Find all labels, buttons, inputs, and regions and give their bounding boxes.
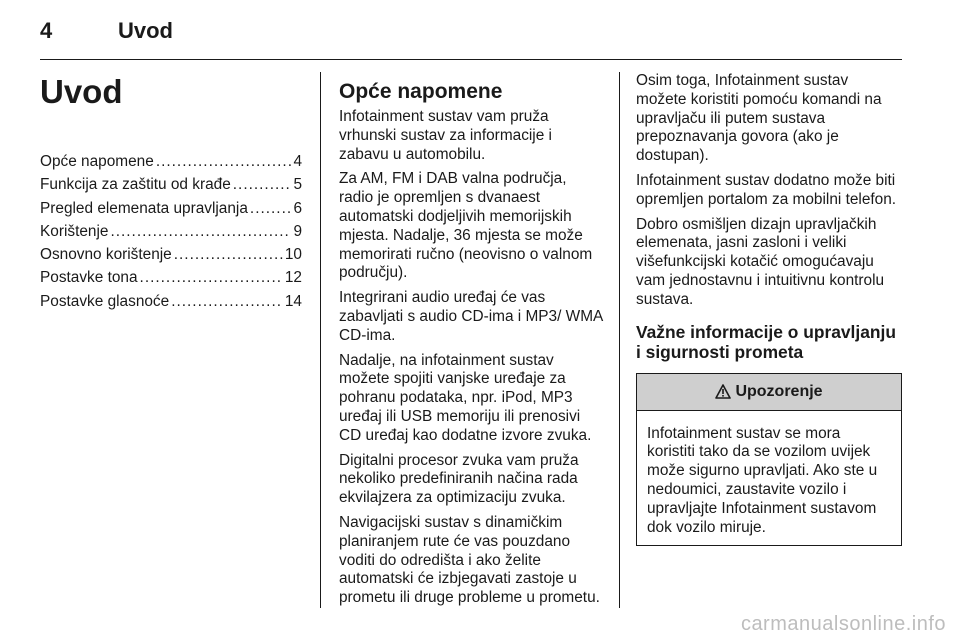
toc-entry-title: Osnovno korištenje [40, 246, 172, 264]
toc-entry-title: Korištenje [40, 222, 109, 240]
body-paragraph: Za AM, FM i DAB valna područja, radio je opremljen s dvanaest automatski dodjeljivih memorijskih mjesta. Nadalje, 36 mjesta se može memorirati ručno (neovisno o valnom području). [339, 170, 593, 282]
left-column [40, 72, 302, 313]
subsection-heading: Važne informacije o upravljanju i sigurnosti prometa [636, 321, 896, 363]
toc-entry-page: 10 [284, 246, 302, 264]
toc-entry-title: Postavke glasnoće [40, 292, 170, 310]
toc-entry[interactable] [40, 266, 302, 289]
chapter-title: Uvod [40, 73, 123, 110]
toc-entry[interactable] [40, 290, 302, 313]
toc-entry[interactable] [40, 220, 302, 243]
warning-header [637, 374, 901, 411]
toc-leader [233, 173, 292, 196]
toc-entry-page: 6 [293, 199, 302, 217]
body-paragraph: Infotainment sustav vam pruža vrhunski sustav za informacije i zabavu u automobilu. [339, 108, 552, 163]
toc-entry[interactable] [40, 243, 302, 266]
toc-leader [171, 290, 283, 313]
warning-text: Infotainment sustav se mora koristiti tako da se vozilom uvijek može sigurno upravljati. Ako ste u nedoumici, zaustavite vozilo i upravljajte Infotainment sustavom dok vozilo miruje. [647, 424, 878, 536]
toc-entry-page: 14 [284, 292, 302, 310]
toc-entry-title: Opće napomene [40, 153, 154, 170]
toc-leader [110, 220, 291, 243]
right-column [636, 72, 902, 546]
table-of-contents [40, 150, 302, 313]
warning-box [636, 373, 902, 547]
body-paragraph: Navigacijski sustav s dinamičkim planiranjem rute će vas pouzdano voditi do odredišta i ako želite automatski će izbjegavati zastoje u prometu ili druge probleme u prometu. [339, 513, 600, 607]
toc-entry[interactable] [40, 150, 302, 173]
toc-entry-page: 5 [293, 176, 302, 194]
page-header [40, 18, 902, 58]
section-heading: Opće napomene [339, 80, 503, 103]
toc-entry[interactable] [40, 173, 302, 196]
warning-body [637, 411, 901, 546]
warning-title: Upozorenje [735, 382, 823, 400]
running-title: Uvod [118, 18, 173, 43]
body-paragraph: Nadalje, na infotainment sustav možete spojiti vanjske uređaje za pohranu podataka, npr. iPod, MP3 uređaj ili USB memoriju ili prenosivi CD uređaj kao dodatne izvore zvuka. [339, 351, 592, 444]
toc-entry[interactable] [40, 197, 302, 220]
column-divider [320, 72, 321, 608]
column-divider [619, 72, 620, 608]
body-paragraph: Infotainment sustav dodatno može biti opremljen portalom za mobilni telefon. [636, 171, 897, 208]
toc-leader [140, 266, 283, 289]
toc-entry-title: Funkcija za zaštitu od krađe [40, 176, 231, 194]
body-paragraph: Integrirani audio uređaj će vas zabavljati s audio CD-ima i MP3/ WMA CD-ima. [339, 289, 603, 344]
toc-entry-page: 12 [284, 269, 302, 287]
toc-leader [250, 197, 292, 220]
warning-triangle-icon [715, 384, 731, 399]
body-paragraph: Digitalni procesor zvuka vam pruža nekoliko predefiniranih načina rada ekvilajzera za optimizaciju zvuka. [339, 451, 579, 507]
toc-leader [156, 150, 292, 173]
page-number: 4 [40, 18, 53, 43]
toc-entry-title: Postavke tona [40, 269, 138, 287]
toc-leader [174, 243, 283, 266]
body-paragraph: Osim toga, Infotainment sustav možete koristiti pomoću komandi na upravljaču ili putem sustava prepoznavanja govora (ako je dostupan). [636, 72, 882, 165]
toc-entry-page: 4 [293, 153, 302, 170]
toc-entry-page: 9 [293, 222, 302, 240]
watermark: carmanualsonline.info [740, 613, 946, 635]
header-rule [40, 59, 902, 60]
middle-column [339, 72, 603, 614]
body-paragraph: Dobro osmišljen dizajn upravljačkih elemenata, jasni zasloni i veliki višefunkcijski kotačić omogućavaju vam jednostavnu i intuitivnu kontrolu sustava. [636, 215, 885, 308]
toc-entry-title: Pregled elemenata upravljanja [40, 199, 248, 217]
